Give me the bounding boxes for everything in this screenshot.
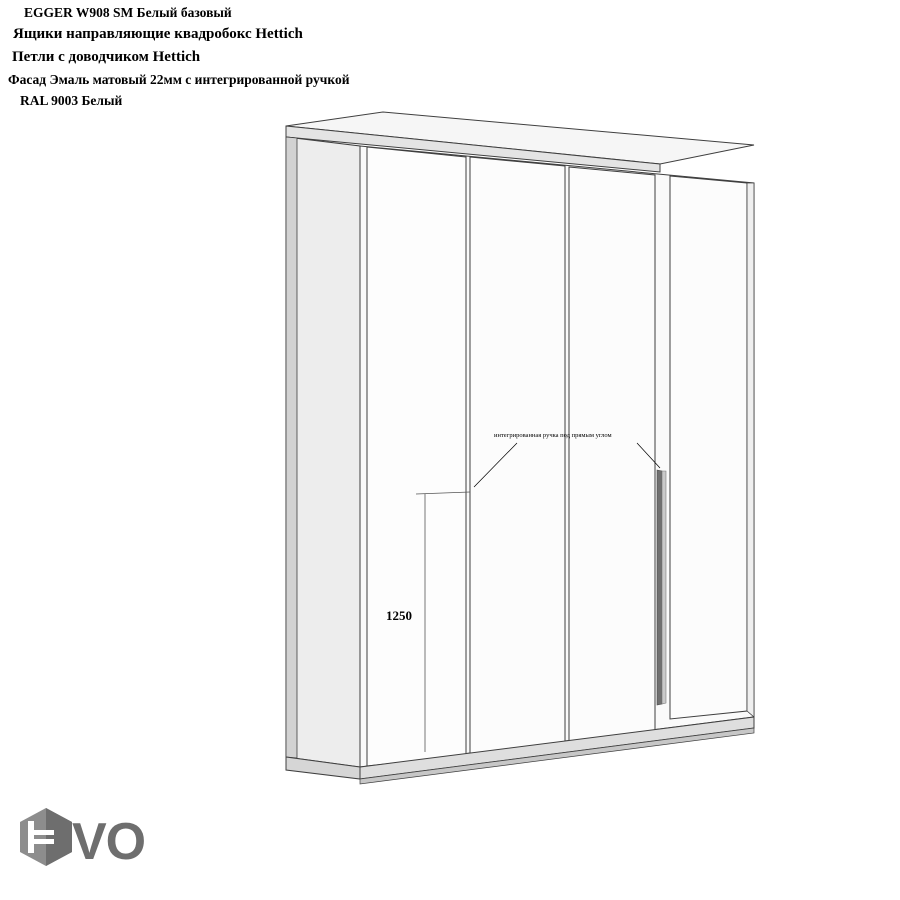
spec-line-drawers: Ящики направляющие квадробокс Hettich [13, 25, 303, 42]
logo-text: VO [72, 813, 146, 871]
spec-line-hinges: Петли с доводчиком Hettich [12, 48, 201, 65]
door-panel-2[interactable] [470, 157, 565, 755]
dimension-label-1250: 1250 [386, 608, 412, 623]
spec-line-facade: Фасад Эмаль матовый 22мм с интегрированной ручкой [8, 71, 350, 87]
right-side-edge [747, 183, 754, 717]
handle-2-dark[interactable] [657, 470, 662, 705]
handle-annotation-label: интегрированная ручка под прямым углом [494, 432, 612, 439]
spec-line-ral: RAL 9003 Белый [20, 93, 123, 108]
evo-logo [18, 806, 168, 880]
left-side-reveal-strip [286, 137, 297, 758]
door-panel-1[interactable] [367, 147, 466, 766]
spec-line-material: EGGER W908 SM Белый базовый [24, 5, 232, 20]
door-panel-3[interactable] [569, 167, 655, 745]
handle-2-light [662, 471, 666, 704]
door-panel-4[interactable] [670, 176, 747, 719]
